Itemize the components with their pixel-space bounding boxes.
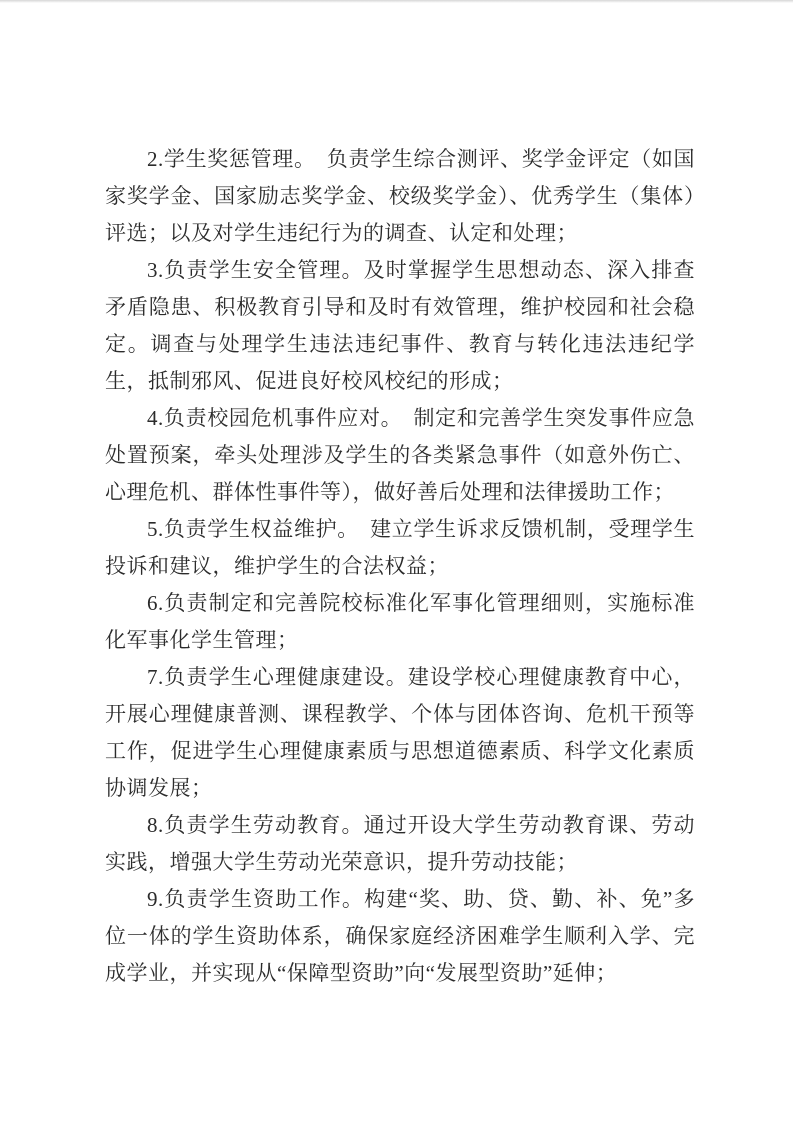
paragraph-7-mental-health-construction: 7.负责学生心理健康建设。建设学校心理健康教育中心，开展心理健康普测、课程教学、个体与团体咨询、危机干预等工作，促进学生心理健康素质与思想道德素质、科学文化素质协调发展； <box>105 665 695 800</box>
paragraph-2-student-rewards-punishment: 2.学生奖惩管理。 负责学生综合测评、奖学金评定（如国家奖学金、国家励志奖学金、校级奖学金）、优秀学生（集体）评选；以及对学生违纪行为的调查、认定和处理； <box>105 147 695 245</box>
paragraph-5-student-rights-protection: 5.负责学生权益维护。 建立学生诉求反馈机制，受理学生投诉和建议，维护学生的合法权益； <box>105 517 695 578</box>
document-body <box>105 141 695 992</box>
paragraph-6-militarized-management-rules: 6.负责制定和完善院校标准化军事化管理细则，实施标准化军事化学生管理； <box>105 591 695 652</box>
paragraph-9-student-financial-aid: 9.负责学生资助工作。构建“奖、助、贷、勤、补、免”多位一体的学生资助体系，确保家庭经济困难学生顺利入学、完成学业，并实现从“保障型资助”向“发展型资助”延伸； <box>105 887 695 985</box>
page-top-edge <box>0 0 793 3</box>
paragraph-3-student-safety-management: 3.负责学生安全管理。及时掌握学生思想动态、深入排查矛盾隐患、积极教育引导和及时有效管理，维护校园和社会稳定。调查与处理学生违法违纪事件、教育与转化违法违纪学生，抵制邪风、促进良好校风校纪的形成； <box>105 258 695 393</box>
paragraph-8-labor-education: 8.负责学生劳动教育。通过开设大学生劳动教育课、劳动实践，增强大学生劳动光荣意识，提升劳动技能； <box>105 813 695 874</box>
paragraph-4-campus-crisis-response: 4.负责校园危机事件应对。 制定和完善学生突发事件应急处置预案，牵头处理涉及学生的各类紧急事件（如意外伤亡、心理危机、群体性事件等），做好善后处理和法律援助工作； <box>105 406 695 504</box>
